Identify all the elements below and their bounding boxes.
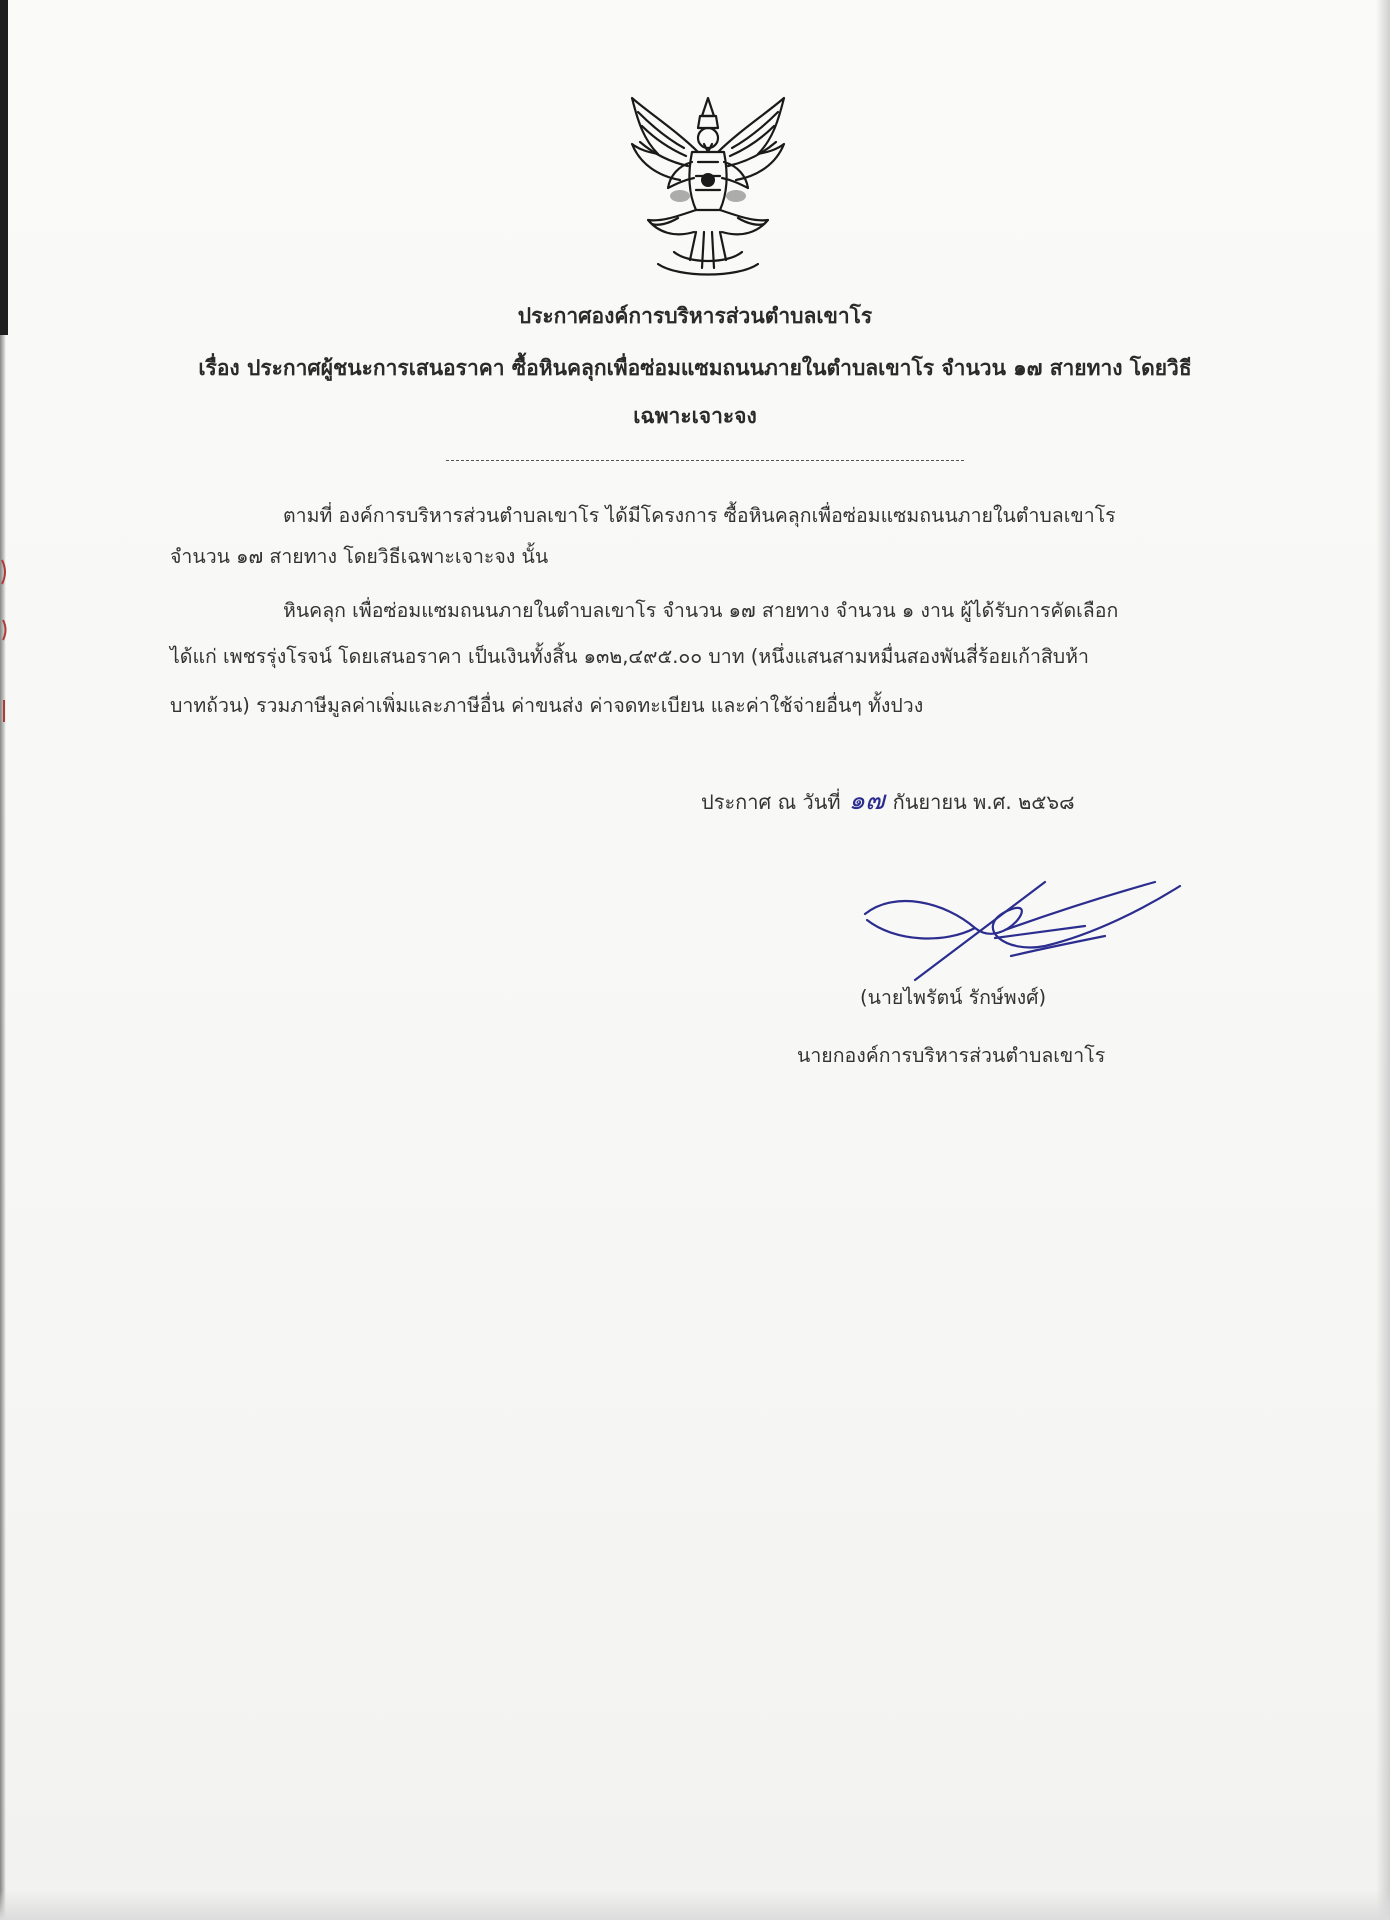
dashed-divider [446,460,964,461]
issue-date-prefix: ประกาศ ณ วันที่ [701,790,841,814]
margin-marks [0,540,14,740]
scan-edge-left-dark [0,0,8,335]
paragraph-2-line-3: บาทถ้วน) รวมภาษีมูลค่าเพิ่มและภาษีอื่น ค่าขนส่ง ค่าจดทะเบียน และค่าใช้จ่ายอื่นๆ ทั้งปวง [170,694,924,717]
issue-day-handwritten: ๑๗ [848,786,885,816]
handwritten-signature-icon [855,872,1185,984]
issue-date-suffix: กันยายน พ.ศ. ๒๕๖๘ [892,790,1075,814]
paragraph-1-line-2: จำนวน ๑๗ สายทาง โดยวิธีเฉพาะเจาะจง นั้น [170,545,549,568]
subject-line-continued: เฉพาะเจาะจง [633,404,757,428]
scan-edge-bottom [0,1890,1390,1920]
issue-date-line [701,780,1075,821]
signer-name: (นายไพรัตน์ รักษ์พงศ์) [860,986,1047,1009]
paragraph-2-line-2: ได้แก่ เพชรรุ่งโรจน์ โดยเสนอราคา เป็นเงินทั้งสิ้น ๑๓๒,๔๙๕.๐๐ บาท (หนึ่งแสนสามหมื่นสองพันสี่ร้อยเก้าสิบห้า [170,645,1089,668]
scan-edge-right [1376,0,1390,1920]
paragraph-2-line-1: หินคลุก เพื่อซ่อมแซมถนนภายในตำบลเขาโร จำนวน ๑๗ สายทาง จำนวน ๑ งาน ผู้ได้รับการคัดเลือก [283,599,1119,622]
subject-line: เรื่อง ประกาศผู้ชนะการเสนอราคา ซื้อหินคลุกเพื่อซ่อมแซมถนนภายในตำบลเขาโร จำนวน ๑๗ สายทาง โดยวิธี [198,356,1192,380]
announcement-title: ประกาศองค์การบริหารส่วนตำบลเขาโร [517,304,873,328]
paragraph-1-line-1: ตามที่ องค์การบริหารส่วนตำบลเขาโร ได้มีโครงการ ซื้อหินคลุกเพื่อซ่อมแซมถนนภายในตำบลเขาโร [283,504,1116,527]
garuda-emblem-icon [618,92,798,282]
signer-position: นายกองค์การบริหารส่วนตำบลเขาโร [797,1044,1106,1067]
